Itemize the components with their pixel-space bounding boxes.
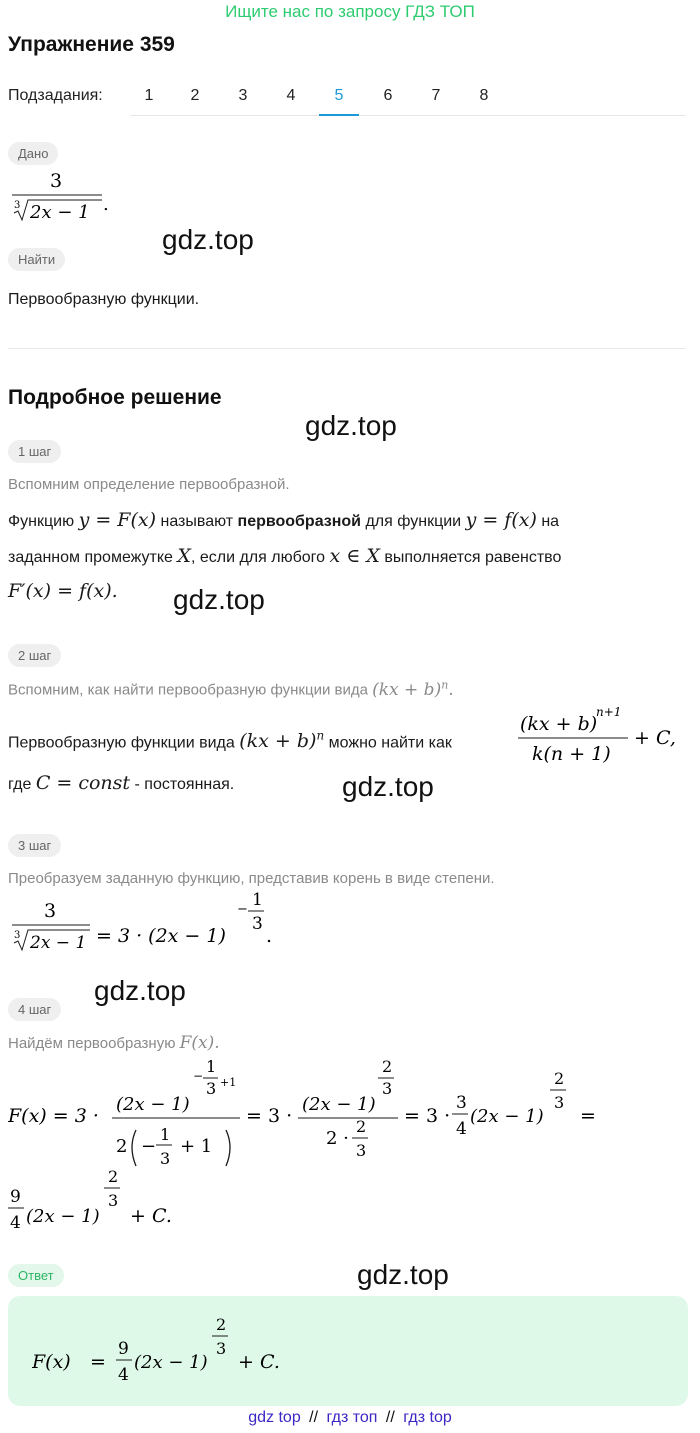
text: можно найти как	[328, 734, 452, 752]
text: Функцию	[8, 513, 75, 530]
math: (kx + b)$^n$.	[372, 678, 454, 700]
svg-text:(2x − 1): (2x − 1)	[26, 1206, 100, 1227]
svg-text:2x − 1: 2x − 1	[30, 202, 90, 223]
svg-text:9: 9	[10, 1187, 21, 1207]
given-expression	[10, 170, 110, 235]
watermark: gdz.top	[162, 224, 254, 255]
step-2-line-2	[8, 772, 234, 796]
step-3-badge: 3 шаг	[8, 834, 61, 857]
svg-text:=: =	[580, 1105, 596, 1127]
page-title: Упражнение 359	[8, 33, 175, 56]
svg-text:4: 4	[10, 1213, 21, 1233]
top-banner: Ищите нас по запросу ГДЗ ТОП	[225, 2, 475, 21]
bold-term: первообразной	[237, 513, 362, 530]
math: x ∈ X	[329, 545, 380, 567]
step-2-hint	[8, 678, 454, 700]
svg-text:2: 2	[554, 1069, 565, 1088]
math: F(x).	[179, 1033, 220, 1053]
text: заданном промежутке	[8, 549, 173, 566]
footer-link-2[interactable]: гдз топ	[326, 1409, 378, 1426]
svg-text:3: 3	[554, 1093, 565, 1112]
svg-text:9: 9	[118, 1339, 129, 1359]
footer-link-1[interactable]: gdz top	[248, 1409, 301, 1426]
math: C = const	[35, 772, 131, 794]
answer-box	[8, 1296, 688, 1406]
svg-text:+ C.: + C.	[130, 1205, 172, 1227]
svg-text:=: =	[90, 1351, 106, 1373]
svg-text:3: 3	[160, 1149, 171, 1168]
svg-text:4: 4	[118, 1365, 129, 1385]
tab-6[interactable]: 6	[383, 87, 393, 104]
tab-8[interactable]: 8	[479, 87, 489, 104]
svg-text:4: 4	[456, 1119, 467, 1139]
footer-links	[0, 1409, 700, 1427]
svg-text:+1: +1	[220, 1076, 237, 1089]
svg-text:+ C,: + C,	[634, 727, 676, 749]
step-1-hint: Вспомним определение первообразной.	[8, 476, 290, 493]
given-badge: Дано	[8, 142, 58, 165]
antiderivative-formula	[516, 702, 686, 772]
svg-text:1: 1	[206, 1057, 217, 1076]
step-3-formula	[10, 885, 280, 975]
svg-text:(2x − 1): (2x − 1)	[302, 1094, 376, 1115]
answer-badge: Ответ	[8, 1264, 64, 1287]
tab-3[interactable]: 3	[238, 87, 248, 104]
svg-text:+ C.: + C.	[238, 1351, 280, 1373]
math: X	[177, 545, 191, 567]
text: на	[541, 513, 560, 530]
step-1-formula: F′(x) = f(x).	[8, 580, 118, 602]
svg-text:1: 1	[252, 890, 263, 910]
step-4-badge: 4 шаг	[8, 998, 61, 1021]
math	[239, 730, 324, 752]
step-4-formula	[8, 1052, 608, 1257]
watermark: gdz.top	[173, 584, 265, 615]
svg-text:.: .	[103, 194, 109, 215]
svg-text:3: 3	[44, 900, 57, 922]
text: где	[8, 776, 32, 793]
svg-text:3: 3	[356, 1141, 367, 1160]
svg-text:2x − 1: 2x − 1	[30, 933, 87, 953]
math-base: (kx + b)	[372, 679, 442, 700]
math: y = f(x)	[465, 509, 537, 531]
watermark: gdz.top	[94, 975, 186, 1006]
svg-text:−: −	[193, 1069, 204, 1083]
step-2-line-1	[8, 725, 452, 754]
antiderivative-derivation	[8, 1052, 608, 1252]
svg-text:3: 3	[50, 170, 63, 192]
svg-text:2: 2	[356, 1117, 367, 1136]
footer-separator: //	[309, 1409, 319, 1426]
svg-text:−: −	[237, 902, 248, 917]
svg-text:2: 2	[382, 1057, 393, 1076]
text: , если для любого	[190, 549, 326, 566]
watermark: gdz.top	[342, 771, 434, 802]
answer-formula	[32, 1296, 332, 1406]
svg-text:(2x − 1): (2x − 1)	[134, 1352, 208, 1373]
svg-text:F(x): F(x)	[32, 1351, 71, 1373]
svg-text:3: 3	[108, 1191, 119, 1210]
text: Вспомним, как найти первообразную функции вида	[8, 681, 368, 699]
subtasks-label: Подзадания:	[8, 87, 103, 104]
math-base: (kx + b)	[239, 730, 317, 753]
step-2-fraction	[516, 702, 686, 777]
text: - постоянная.	[134, 776, 235, 793]
watermark: gdz.top	[305, 410, 397, 441]
power-form-equation	[10, 885, 280, 970]
tab-7[interactable]: 7	[431, 87, 441, 104]
svg-text:3: 3	[14, 200, 21, 211]
svg-text:= 3 ·: = 3 ·	[404, 1105, 451, 1127]
section-divider	[8, 348, 686, 349]
svg-text:(2x − 1): (2x − 1)	[116, 1094, 190, 1115]
svg-text:F(x) = 3 ·: F(x) = 3 ·	[8, 1105, 99, 1127]
tab-1[interactable]: 1	[144, 87, 154, 104]
solution-heading: Подробное решение	[8, 386, 222, 409]
watermark: gdz.top	[357, 1259, 449, 1290]
svg-text:1: 1	[160, 1125, 171, 1144]
svg-text:+ 1: + 1	[180, 1136, 213, 1157]
tab-2[interactable]: 2	[190, 87, 200, 104]
footer-separator: //	[385, 1409, 395, 1426]
svg-text:n+1: n+1	[596, 705, 622, 719]
math-exp: n	[441, 678, 449, 691]
text: выполняется равенство	[384, 549, 562, 566]
step-1-line-2	[8, 545, 561, 569]
svg-text:3: 3	[252, 914, 263, 934]
math: y = F(x)	[78, 509, 157, 531]
step-1-badge: 1 шаг	[8, 440, 61, 463]
svg-text:= 3 · (2x − 1): = 3 · (2x − 1)	[96, 925, 226, 947]
step-4-hint	[8, 1033, 220, 1053]
svg-text:.: .	[266, 925, 273, 947]
text: называют	[160, 513, 234, 530]
step-1-line-1	[8, 509, 559, 533]
tabs-divider	[130, 115, 686, 116]
find-badge: Найти	[8, 248, 65, 271]
svg-text:3: 3	[216, 1339, 227, 1358]
tab-4[interactable]: 4	[286, 87, 296, 104]
svg-text:3: 3	[382, 1079, 393, 1098]
find-text: Первообразную функции.	[8, 291, 200, 308]
svg-text:3: 3	[206, 1079, 217, 1098]
svg-text:2 ·: 2 ·	[326, 1128, 349, 1149]
svg-text:2: 2	[108, 1167, 119, 1186]
svg-text:−: −	[141, 1136, 157, 1157]
text: Найдём первообразную	[8, 1035, 176, 1052]
step-3-hint: Преобразуем заданную функцию, представив корень в виде степени.	[8, 870, 495, 887]
text: для функции	[365, 513, 462, 530]
svg-text:2: 2	[116, 1136, 128, 1157]
svg-text:= 3 ·: = 3 ·	[246, 1105, 293, 1127]
step-2-badge: 2 шаг	[8, 644, 61, 667]
given-fraction	[10, 170, 110, 230]
text: Первообразную функции вида	[8, 734, 235, 752]
math-exp: n	[316, 729, 325, 743]
active-tab-indicator	[319, 114, 359, 116]
footer-link-3[interactable]: гдз top	[403, 1409, 452, 1426]
svg-text:(kx + b): (kx + b)	[520, 713, 598, 735]
tab-5[interactable]: 5	[334, 87, 344, 104]
svg-text:3: 3	[456, 1093, 467, 1113]
svg-text:k(n + 1): k(n + 1)	[532, 743, 611, 765]
svg-text:(2x − 1): (2x − 1)	[470, 1106, 544, 1127]
svg-text:2: 2	[216, 1315, 227, 1334]
svg-text:3: 3	[14, 930, 21, 941]
